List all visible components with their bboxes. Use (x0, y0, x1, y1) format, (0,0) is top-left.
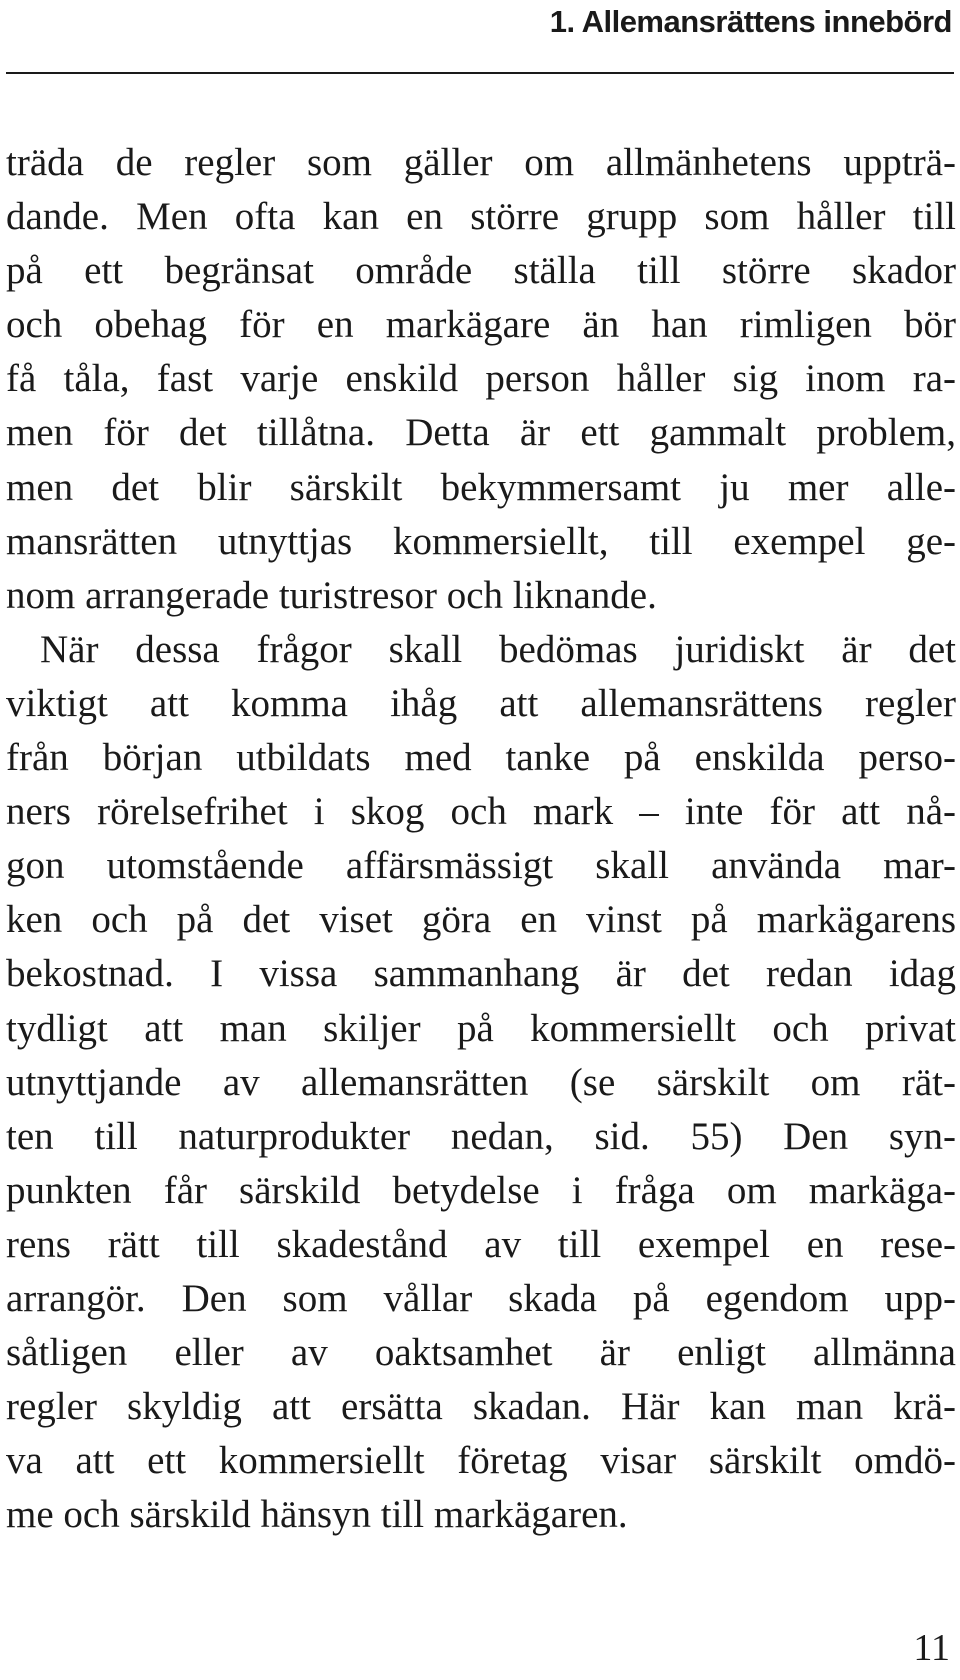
text-line: arrangör. Den som vållar skada på egendom upp- (6, 1276, 956, 1320)
text-line: dande. Men ofta kan en större grupp som håller till (6, 195, 956, 239)
running-head: 1. Allemansrättens innebörd (549, 4, 952, 39)
text-line: från början utbildats med tanke på enskilda perso- (6, 736, 956, 780)
text-line: rens rätt till skadestånd av till exempel en rese- (6, 1222, 956, 1266)
text-line: träda de regler som gäller om allmänhetens uppträ- (6, 141, 956, 184)
page-number: 11 (913, 1627, 950, 1669)
text-line: gon utomstående affärsmässigt skall använda mar- (6, 844, 956, 888)
text-line: men för det tillåtna. Detta är ett gammalt problem, (6, 411, 956, 455)
text-line: få tåla, fast varje enskild person håller sig inom ra- (6, 357, 956, 401)
text-line: mansrätten utnyttjas kommersiellt, till exempel ge- (6, 519, 956, 563)
text-line: men det blir särskilt bekymmersamt ju mer alle- (6, 465, 956, 509)
header-rule (6, 72, 954, 74)
text-line: va att ett kommersiellt företag visar särskilt omdö- (6, 1439, 956, 1483)
text-line: bekostnad. I vissa sammanhang är det redan idag (6, 952, 956, 996)
text-line: på ett begränsat område ställa till större skador (6, 249, 956, 293)
text-line: tydligt att man skiljer på kommersiellt och privat (6, 1006, 956, 1050)
text-line: nom arrangerade turistresor och liknande. (6, 573, 657, 617)
text-line: ken och på det viset göra en vinst på markägarens (6, 898, 956, 942)
text-line: viktigt att komma ihåg att allemansrättens regler (6, 681, 956, 725)
text-line: punkten får särskild betydelse i fråga om markäga- (6, 1168, 956, 1212)
body-text (6, 136, 956, 1542)
text-line: såtligen eller av oaktsamhet är enligt allmänna (6, 1331, 956, 1375)
text-line: När dessa frågor skall bedömas juridiskt är det (40, 627, 956, 671)
text-line: ten till naturprodukter nedan, sid. 55) Den syn- (6, 1114, 956, 1158)
text-line: me och särskild hänsyn till markägaren. (6, 1493, 628, 1537)
text-line: ners rörelsefrihet i skog och mark – inte för att nå- (6, 790, 956, 834)
text-line: utnyttjande av allemansrätten (se särskilt om rät- (6, 1060, 956, 1104)
text-line: och obehag för en markägare än han rimligen bör (6, 303, 956, 347)
text-line: regler skyldig att ersätta skadan. Här kan man krä- (6, 1385, 956, 1429)
